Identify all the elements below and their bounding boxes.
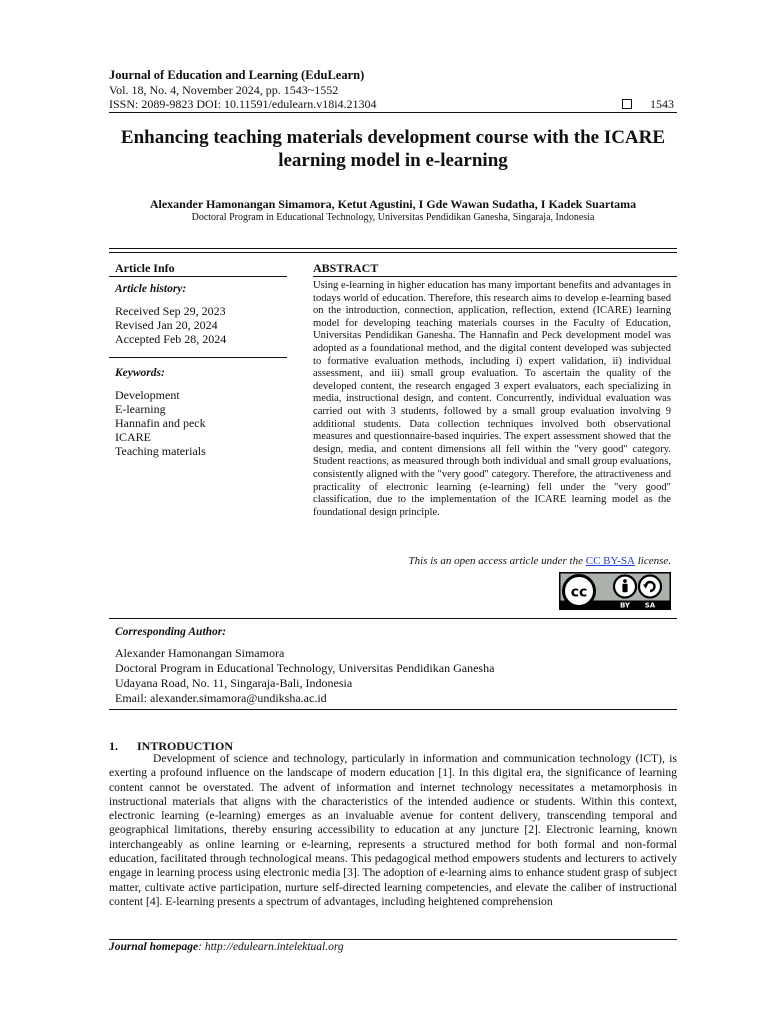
keywords-divider	[109, 357, 287, 358]
homepage-url[interactable]: : http://edulearn.intelektual.org	[198, 941, 344, 953]
keyword-item: Teaching materials	[115, 444, 206, 458]
open-access-prefix: This is an open access article under the	[408, 555, 586, 567]
history-accepted: Accepted Feb 28, 2024	[115, 332, 227, 346]
journal-name: Journal of Education and Learning (EduLearn)	[109, 68, 365, 82]
corresponding-divider-top	[109, 618, 677, 619]
abstract-text: Using e-learning in higher education has many important benefits and advantages in todays world of education. Therefore, this research aims to develop e-learning based on the introduction, connection, application, reflection, extend (ICARE) learning model for developing teaching materials courses in the Faculty of Education, Universitas Pendidikan Ganesha. The Hannafin and Peck development model was adopted as a foundational method, and the digital content developed was subjected to formative evaluation methods, including i) expert validation, ii) individual assessment, and iii) small group evaluation. To ascertain the quality of the developed content, the research engaged 3 expert evaluators, each specializing in media, instructional design, and content. Concurrently, individual evaluation was carried out with 3 students, followed by a small group evaluation involving 9 additional students. Data collection techniques involved both observational measures and questionnaire-based inquiries. The expert assessment showed that the design, media, and content dimensions all fell within the "very good" category. Student reactions, as measured through both individual and small group evaluations, consistently aligned with the "very good" category. Therefore, the attractiveness and practicality of electronic learning (e-learning) fell under the "very good" classification, due to the implementation of the ICARE learning model as the foundational design principle.	[313, 280, 671, 518]
keyword-item: Hannafin and peck	[115, 416, 206, 430]
footer-divider	[109, 939, 677, 940]
affiliation: Doctoral Program in Educational Technology, Universitas Pendidikan Ganesha, Singaraja, Indonesia	[191, 212, 595, 223]
section-title: INTRODUCTION	[137, 739, 234, 753]
keywords-list	[115, 388, 206, 458]
volume-info: Vol. 18, No. 4, November 2024, pp. 1543~1552	[109, 83, 339, 97]
keywords-heading: Keywords:	[115, 367, 165, 379]
keyword-item: Development	[115, 388, 180, 402]
paper-title: Enhancing teaching materials development course with the ICARE learning model in e-learning	[120, 127, 666, 171]
badge-by-label: BY	[619, 601, 631, 610]
abstract-divider	[313, 276, 677, 277]
corresponding-address: Udayana Road, No. 11, Singaraja-Bali, Indonesia	[115, 676, 353, 690]
corresponding-details	[115, 646, 494, 706]
history-received: Received Sep 29, 2023	[115, 304, 226, 318]
cc-by-sa-badge-icon	[559, 572, 671, 610]
history-revised: Revised Jan 20, 2024	[115, 318, 218, 332]
double-divider	[109, 248, 677, 253]
article-info-divider	[109, 276, 287, 277]
header-divider	[109, 112, 677, 113]
issn-doi: ISSN: 2089-9823 DOI: 10.11591/edulearn.v18i4.21304	[109, 97, 377, 111]
open-access-suffix: license.	[634, 555, 671, 567]
license-link[interactable]: CC BY-SA	[585, 555, 635, 567]
page-number: 1543	[650, 97, 674, 111]
homepage-label: Journal homepage	[109, 941, 199, 953]
keyword-item: E-learning	[115, 402, 166, 416]
corresponding-email: Email: alexander.simamora@undiksha.ac.id	[115, 691, 327, 705]
author-list: Alexander Hamonangan Simamora, Ketut Agustini, I Gde Wawan Sudatha, I Kadek Suartama	[149, 197, 637, 211]
corresponding-divider-bottom	[109, 709, 677, 710]
history-heading: Article history:	[115, 283, 187, 295]
section-number: 1.	[109, 739, 118, 753]
journal-homepage	[109, 941, 344, 953]
corresponding-heading: Corresponding Author:	[115, 626, 227, 638]
corresponding-dept: Doctoral Program in Educational Technology, Universitas Pendidikan Ganesha	[115, 661, 495, 675]
article-info-heading: Article Info	[115, 261, 175, 275]
corresponding-name: Alexander Hamonangan Simamora	[115, 646, 285, 660]
square-bullet-icon	[622, 99, 632, 109]
history-list	[115, 304, 226, 346]
badge-sa-label: SA	[644, 601, 656, 610]
introduction-text: Development of science and technology, particularly in information and communication technology (ICT), is exerting a profound influence on the landscape of modern education [1]. In this digital era, the significance of learning content cannot be overstated. The advent of information and internet technology necessitates a metamorphosis in instructional materials that aligns with the characteristics of the intended audience or students. Within this context, electronic learning (e-learning) emerges as an invaluable avenue for content delivery, transcending temporal and geographical limitations, thereby ensuring accessibility to education at any juncture [2]. Electronic learning, known interchangeably as online learning or e-learning, represents a structured method for both formal and non-formal education, facilitated through technological means. This pedagogical method empowers students and lecturers to actively engage in learning process using electronic media [3]. The adoption of e-learning aims to enhance student grasp of subject matter, cultivate active participation, nurture self-directed learning competencies, and elevate the caliber of instructional content [4]. E-learning presents a spectrum of advantages, including heightened comprehension	[109, 752, 677, 908]
abstract-heading: ABSTRACT	[313, 261, 379, 275]
cc-glyph: cc	[570, 584, 588, 601]
open-access-note	[313, 555, 671, 567]
keyword-item: ICARE	[115, 430, 151, 444]
